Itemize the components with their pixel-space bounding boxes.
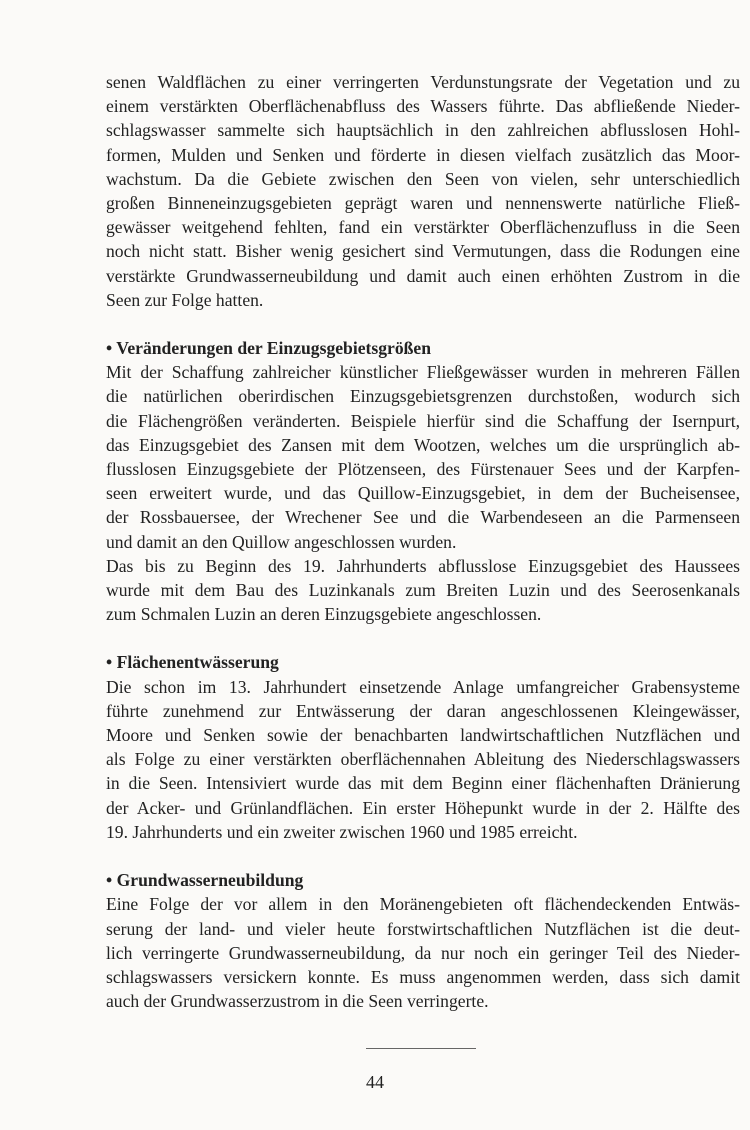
text-line: der Rossbauersee, der Wrechener See und die Warbendeseen an die Parmenseen [106,507,740,528]
text-line: und damit an den Quillow angeschlossen wurden. [106,531,457,552]
text-line: in die Seen. Intensiviert wurde das mit dem Beginn einer flächenhaften Dränierung [106,773,740,794]
section-heading [106,868,740,892]
text-line: wachstum. Da die Gebiete zwischen den Seen von vielen, sehr unterschiedlich [106,168,740,189]
bullet-icon: • [106,870,113,891]
text-line: Die schon im 13. Jahrhundert einsetzende Anlage umfangreicher Grabensysteme [106,676,740,697]
bullet-icon: • [106,338,113,359]
section-heading [106,336,740,360]
text-line: schlagswassers versickern konnte. Es muss angenommen werden, dass sich damit [106,966,740,987]
text-line: wurde mit dem Bau des Luzinkanals zum Breiten Luzin und des Seerosenkanals [106,580,740,601]
text-line: als Folge zu einer verstärkten oberflächennahen Ableitung des Niederschlagswassers [106,749,740,770]
intro-paragraph [106,70,740,312]
text-line: 19. Jahrhunderts und ein zweiter zwischen 1960 und 1985 erreicht. [106,821,578,842]
text-line: auch der Grundwasserzustrom in die Seen verringerte. [106,991,489,1012]
section-paragraph [106,892,740,1013]
section-heading-text: Veränderungen der Einzugsgebietsgrößen [116,338,432,359]
text-line: flusslosen Einzugsgebiete der Plötzenseen, des Fürstenauer Sees und der Karpfen- [106,459,740,480]
section-paragraph [106,554,740,627]
section-grundwasserneubildung [106,868,740,1013]
section-heading [106,650,740,674]
text-line: das Einzugsgebiet des Zansen mit dem Wootzen, welches um die ursprünglich ab- [106,434,740,455]
section-einzugsgebietsgroessen [106,336,740,626]
section-paragraph [106,675,740,844]
page-number: 44 [366,1072,384,1092]
text-line: Moore und Senken sowie der benachbarten landwirtschaftlichen Nutzflächen und [106,725,740,746]
text-line: der Acker- und Grünlandflächen. Ein erster Höhepunkt wurde in der 2. Hälfte des [106,797,740,818]
section-paragraph [106,360,740,554]
text-line: lich verringerte Grundwasserneubildung, da nur noch ein geringer Teil des Nieder- [106,942,740,963]
text-line: großen Binneneinzugsgebieten geprägt waren und nennenswerte natürliche Fließ- [106,193,740,214]
text-line: einem verstärkten Oberflächenabfluss des Wassers führte. Das abfließende Nieder- [106,96,740,117]
text-line: gewässer weitgehend fehlten, fand ein verstärkter Oberflächenzufluss in die Seen [106,217,740,238]
section-flaechenentwaesserung [106,650,740,844]
bullet-icon: • [106,652,113,673]
text-line: zum Schmalen Luzin an deren Einzugsgebiete angeschlossen. [106,604,542,625]
footer-divider [366,1048,476,1049]
text-line: Eine Folge der vor allem in den Moränengebieten oft flächendeckenden Entwäs- [106,894,740,915]
text-line: senen Waldflächen zu einer verringerten Verdunstungsrate der Vegetation und zu [106,72,740,92]
page-content [106,70,740,1013]
section-heading-text: Flächenentwässerung [116,652,279,673]
text-line: formen, Mulden und Senken und förderte in diesen vielfach zusätzlich das Moor- [106,144,740,165]
text-line: noch nicht statt. Bisher wenig gesichert sind Vermutungen, dass die Rodungen eine [106,241,740,262]
text-line: verstärkte Grundwasserneubildung und damit auch einen erhöhten Zustrom in die [106,265,740,286]
text-line: die Flächengrößen veränderten. Beispiele hierfür sind die Schaffung der Isernpurt, [106,410,740,431]
text-line: die natürlichen oberirdischen Einzugsgebietsgrenzen durchstoßen, wodurch sich [106,386,740,407]
text-line: Mit der Schaffung zahlreicher künstlicher Fließgewässer wurden in mehreren Fällen [106,362,740,383]
text-line: führte zunehmend zur Entwässerung der daran angeschlossenen Kleingewässer, [106,700,740,721]
text-line: Seen zur Folge hatten. [106,289,264,310]
text-line: serung der land- und vieler heute forstwirtschaftlichen Nutzflächen ist die deut- [106,918,740,939]
text-line: seen erweitert wurde, und das Quillow-Einzugsgebiet, in dem der Bucheisensee, [106,483,740,504]
text-line: schlagswasser sammelte sich hauptsächlich in den zahlreichen abflusslosen Hohl- [106,120,740,141]
text-line: Das bis zu Beginn des 19. Jahrhunderts abflusslose Einzugsgebiet des Haussees [106,555,740,576]
section-heading-text: Grundwasserneubildung [116,870,304,891]
